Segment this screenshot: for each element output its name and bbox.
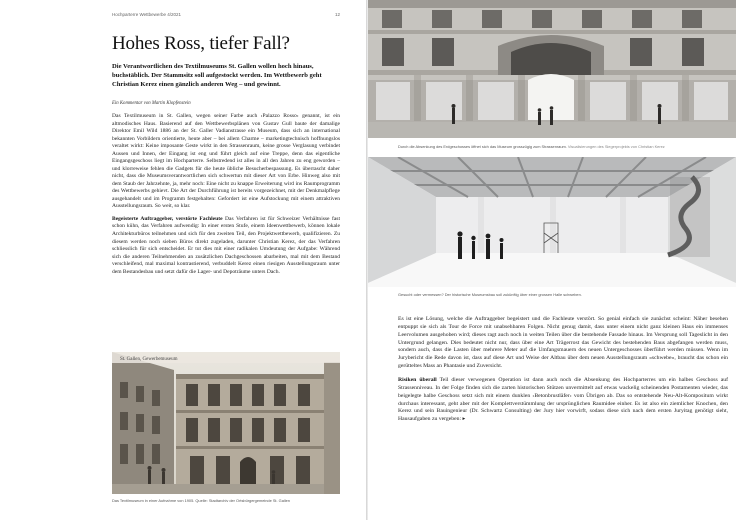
body-paragraph-1: Das Textilmuseum in St. Gallen, wegen seiner Farbe auch ‹Palazzo Rosso› genannt, ist ein altmodisches Haus. Basierend auf den Wettbewerbsplänen von Gustav Gull baute der damalige Direktor Emil Wild 1886 an der St. Galler Vadianstrasse ein Museum, dass sich an international bekannten Vorbildern orientierte, heute aber – bei allem Charme – marketingtechnisch hoffnungslos veraltet wirkt: Keine imposante Geste wirkt in den Strassenraum, keine grosse Verglasung verbindet Aussen und Innen, der Eingang ist eng und führt gleich auf eine Treppe, denn das eigentliche Eingangsgeschoss liegt im Hochparterre. Selbstredend ist alles in all den Jahren zu eng geworden – und klorreweise fehlen die Gadgets für die heute übliche Besucherbespassung. Es überrascht daher nicht, dass die Museumsverantwortlichen sich schwertun mit dieser Art von Erbe. Hinweg also mit dem Staub der Jahrzehnte, ja, mehr noch: Eine nicht zu knappe Erweiterung wird ins Raumprogramm des Wettbewerbs gehievt. Die Art der Durchführung ist bereits vorgezeichnet, mit der Denkmalpflege ausgehandelt und im Programm festgehalten: Gefordert ist eine Aufstockung mit einem attraktiven Ausstellungsraum. So weit, so klar.: [112, 113, 340, 210]
postcard-label: St. Gallen, Gewerbemuseum: [120, 357, 178, 362]
render1-caption: Durch die Absenkung des Erdgeschosses öffnet sich das Museum grosszügig zum Strassenraum.: [398, 144, 567, 149]
article-title: Hohes Ross, tiefer Fall?: [112, 33, 290, 54]
historic-photo: [112, 352, 340, 494]
render1-credit: Visualisierungen des Siegerprojekts von Christian Kerez: [567, 144, 665, 149]
byline-block: [112, 101, 340, 106]
historic-street-illustration: [112, 352, 340, 494]
render-exhibition-hall: [368, 157, 736, 287]
render1-caption-line: [398, 144, 728, 149]
page-number: 12: [334, 12, 340, 17]
body-paragraph-3: Es ist eine Lösung, welche die Auftraggeber begeistert und die Fachleute verstört. So genial einfach sie zunächst scheint: Näher besehen entpuppt sie sich als Tour de Force mit unabsehbaren Folgen. Nicht genug damit, dass unter einem nicht ganz kleinen Haus ein immenses Leervolumen ausgehoben wird; dieses ragt auch noch in weiten Teilen über die bestehende Fassade hinaus. Im Versprung soll Tageslicht in den Untergrund gelangen. Dies bedeutet nicht nur, dass über eine Art Trägerrost das Gewicht des bestehenden Baus abgefangen werden muss, sondern auch, dass die Lasten über mehrere Meter auf die Umfangsmauern des neuen Untergeschosses überführt werden müssen. Wenn im Jurybericht die Rede davon ist, dass auf diese Art und Weise der Altbau über dem neuen Ausstellungsraum «schwebe», braucht das schon ein gerütteltes Mass an Phantasie und Zuversicht.: [398, 316, 728, 370]
article-lead-block: [112, 63, 340, 89]
right-page: [368, 0, 736, 520]
running-head-title: Hochparterre Wettbewerbe 4/2021: [112, 12, 181, 17]
article-lead: Die Verantwortlichen des Textilmuseums St. Gallen wollen hoch hinaus, buchstäblich. Der Stammsitz soll aufgestockt werden. Im Wettbewerb geht Christian Kerez einen gänzlich anderen Weg – und gewinnt.: [112, 63, 322, 88]
facade-render-illustration: [368, 0, 736, 138]
body-paragraph-2: [112, 216, 340, 276]
render-facade: [368, 0, 736, 138]
article-byline: Ein Kommentar von Martin Klopfenstein: [112, 101, 191, 106]
running-head: [112, 12, 340, 17]
subheading-risiken-text: Teil dieser verwegenen Operation ist dann auch noch die Absenkung des Hochparterres um ein halbes Geschoss auf Strassenniveau. In der Folge finden sich die zarten historischen Stützen unvermittelt auf etwas wackelig scheinenden Postamenten wieder, das beigelegte halbe Geschoss setzt sich mit einem dunklen ‹Betonbrustläfer› vom Übrigen ab. Das so entstehende Neu-Alt-Kompositum wirkt durchaus interessant, geht aber mit der Komplettverstümmlung der ursprünglichen Raumidee einher. Es ist also ein ziemlicher Knochen, den Kerez und sein Bauingenieur (Dr. Schwartz Consulting) der Jury hier vorwirft, sodass diese sich nach dem ersten Juryitag genötigt sieht, Hausaufgaben zu vergeben:: [398, 377, 728, 423]
subheading-auftraggeber: Begeisterte Auftraggeber, verstörte Fachleute: [112, 215, 223, 222]
body-paragraph-4: [398, 377, 728, 424]
body-column-right: [398, 316, 728, 424]
hall-render-illustration: [368, 157, 736, 287]
continue-marker: ▸: [462, 416, 466, 423]
article-title-block: [112, 34, 340, 54]
subheading-text: Das Verfahren ist für Schweizer Verhältnisse fast schon kühn, das Verfahren aufwendig: In einer ersten Stufe, einem Ideenwettbewerb, können lokale Architekturbüros teilnehmen und sich für den zweiten Teil, den Projektwettbewerb, qualifizieren. Zu diesem werden noch sieben Büros direkt zugeladen, darunter Christian Kerez, der das Verfahren schliesslich für sich entscheidet. Er tut dies mit einer radikalen Umdeutung der Aufgabe: Während sich die anderen Teilnehmenden an zusätzlichen Dachgeschossen abarbeiten, mal mit dem Bestand verschleifend, mal maximal kontrastierend, verbuddelt Kerez einen riesigen Ausstellungsraum unter dem Bestandesbau und setzt dafür die Lager- und Depoträume unters Dach.: [112, 215, 340, 275]
left-page: [0, 0, 367, 520]
photo-caption: Das Textilmuseum in einer Aufnahme von 1905. Quelle: Stadtarchiv der Ortsbürgergemeinde St. Gallen: [112, 498, 290, 503]
body-column-left: [112, 113, 340, 276]
render2-caption: Gesucht oder vermessen? Der historische Museumsbau soll zukünftig über einer grossen Halle schweben.: [398, 292, 582, 297]
subheading-risiken: Risiken überall: [398, 377, 437, 384]
